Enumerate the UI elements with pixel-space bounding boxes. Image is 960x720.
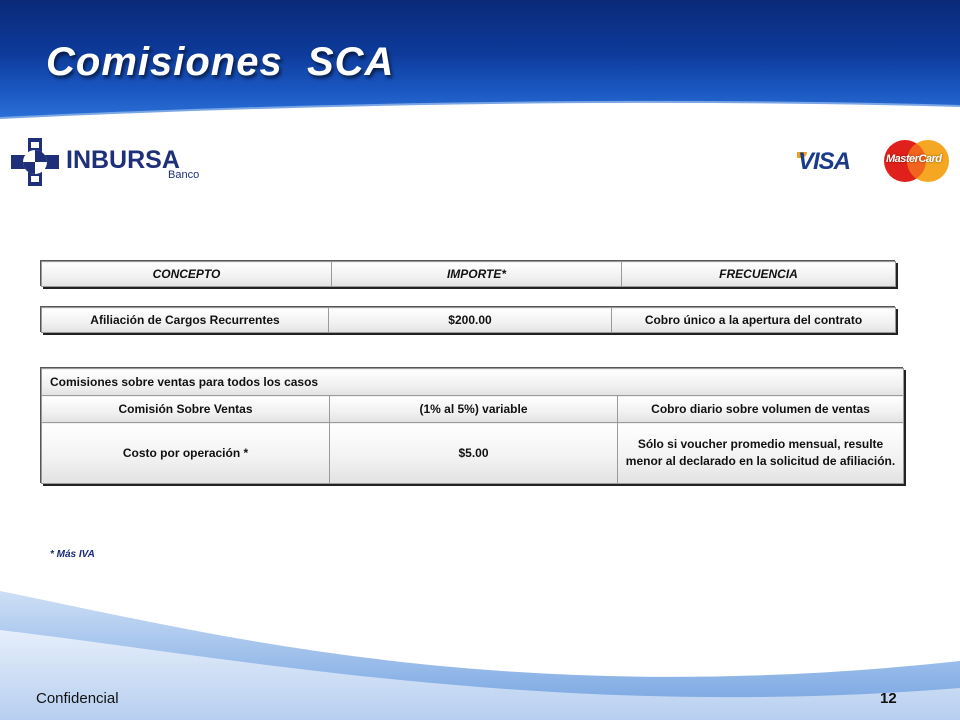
fee-table-header (41, 261, 896, 287)
column-header-frecuencia: FRECUENCIA (622, 262, 896, 287)
comision-frequency: Cobro diario sobre volumen de ventas (618, 396, 904, 423)
brand-name: INBURSA (66, 146, 180, 174)
column-header-importe: IMPORTE* (332, 262, 622, 287)
slide-title: Comisiones SCA (46, 40, 395, 84)
costo-concept: Costo por operación * (42, 423, 330, 484)
afiliacion-table (41, 307, 896, 333)
table-row (42, 423, 904, 484)
afiliacion-frequency: Cobro único a la apertura del contrato (612, 308, 896, 333)
footer-wave (0, 570, 960, 720)
mastercard-logo: MasterCard (886, 153, 942, 165)
page-number: 12 (880, 690, 897, 707)
column-header-concepto: CONCEPTO (42, 262, 332, 287)
visa-logo: VISA (798, 148, 851, 175)
afiliacion-concept: Afiliación de Cargos Recurrentes (42, 308, 329, 333)
comisiones-caption: Comisiones sobre ventas para todos los casos (42, 369, 904, 396)
brand-sub: Banco (168, 169, 200, 181)
comision-amount: (1% al 5%) variable (330, 396, 618, 423)
table-row (42, 308, 896, 333)
header-swoosh (0, 100, 960, 130)
table-row (42, 396, 904, 423)
afiliacion-amount: $200.00 (329, 308, 612, 333)
footnote: * Más IVA (50, 549, 95, 560)
inbursa-logo (10, 136, 210, 188)
inbursa-emblem-icon (10, 136, 60, 188)
comisiones-table (41, 368, 904, 484)
comision-concept: Comisión Sobre Ventas (42, 396, 330, 423)
costo-amount: $5.00 (330, 423, 618, 484)
footer-confidential: Confidencial (36, 690, 119, 707)
costo-frequency: Sólo si voucher promedio mensual, resulte menor al declarado en la solicitud de afiliación. (618, 423, 904, 484)
